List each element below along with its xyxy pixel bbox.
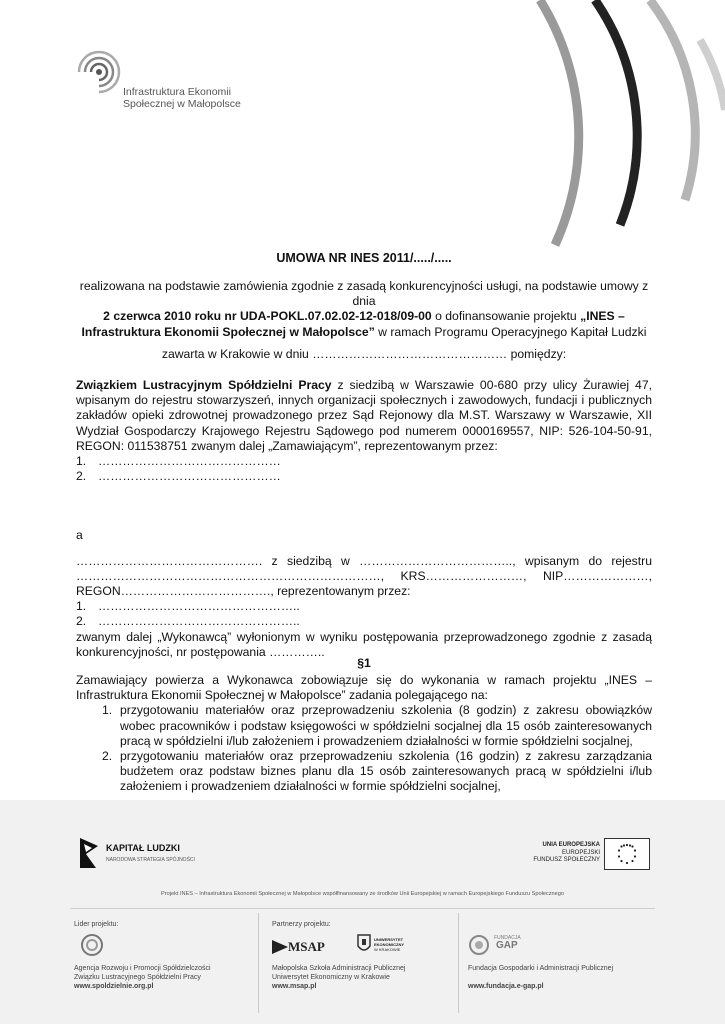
partner-line-1: Małopolska Szkoła Administracji Publicznej (272, 965, 406, 972)
leader-line-1: Agencja Rozwoju i Promocji Spółdzielczości (74, 965, 211, 972)
party1-text: z siedzibą w Warszawie 00-680 przy ulicy Żurawiej 47, wpisanym do rejestru stowarzyszeń, innych organizacji społecznych i zawodowych, fundacji i publicznych zakładów opieki zdrowotnej prowadzonego przez Sąd Rejonowy dla M.ST. Warszawy w Warszawie, XII Wydział Gospodarczy Krajowego Rejestru Sądowego pod numerem 0000169557, NIP: 526-104-50-91, REGON: 011538751 zwanym dalej „Zamawiającym”, reprezentowanym przez: (76, 378, 652, 453)
section-intro: Zamawiający powierza a Wykonawca zobowiązuje się do wykonania w ramach projektu „INES – Infrastruktura Ekonomii Społecznej w Małopolsce” zadania polegającego na: (76, 673, 652, 703)
logo-line-1: Infrastruktura Ekonomii (123, 86, 231, 98)
intro-line-1: realizowana na podstawie zamówienia zgodnie z zasadą konkurencyjności usługi, na podstawie umowy z dnia (79, 279, 649, 309)
header-logo-text (123, 86, 241, 110)
partner-url: www.msap.pl (272, 983, 317, 990)
section-heading: §1 (357, 656, 371, 670)
leader-line-2: Związku Lustracyjnego Spółdzielni Pracy (74, 974, 201, 981)
party2-line-1: ………………………………………. z siedzibą w ……………………………….., wpisanym do rejestru (76, 553, 652, 568)
leader-label: Lider projektu: (74, 921, 119, 928)
decorative-arcs (0, 0, 725, 260)
ines-logo-icon (74, 50, 124, 100)
intro-line-2 (76, 309, 652, 324)
eu-line-1: UNIA EUROPEJSKA (542, 842, 600, 848)
agreement-number: 2 czerwca 2010 roku nr UDA-POKL.07.02.02-12-018/09-00 (103, 309, 432, 324)
task-list (76, 703, 652, 794)
gap-text (468, 964, 613, 991)
gap-line-1: Fundacja Gospodarki i Administracji Publicznej (468, 965, 614, 972)
gap-url: www.fundacja.e-gap.pl (468, 983, 544, 990)
gap-small-text: FUNDACJA (494, 935, 521, 941)
eu-flag-icon (604, 838, 650, 870)
eu-line-2: EUROPEJSKI (561, 849, 600, 856)
intro-line-2-rest: o dofinansowanie projektu (431, 309, 581, 324)
contract-place-date: zawarta w Krakowie w dniu ………………………………………… pomiędzy: (161, 347, 567, 361)
and-conjunction: a (76, 528, 83, 543)
leader-text (74, 964, 211, 991)
list-item: 1. przygotowaniu materiałów oraz przeprowadzeniu szkolenia (8 godzin) z zakresu obowiązków wobec pracowników i podstaw księgowości w spółdzielni socjalnej dla 15 osób zainteresowanych pracą w spółdzielni i/lub założeniem i prowadzeniem działalności w formie spółdzielni socjalnej, (102, 703, 652, 748)
uek-crest-icon (357, 934, 371, 954)
representative-1: 1. ……………………………………… (76, 454, 281, 469)
kapital-ludzki-logo-icon (78, 836, 100, 870)
kl-title: KAPITAŁ LUDZKI (106, 843, 180, 853)
msap-logo-text: MSAP (288, 939, 325, 954)
partners-text (272, 964, 405, 991)
msap-logo-icon (272, 940, 288, 954)
project-name-end: Infrastruktura Ekonomii Społecznej w Małopolsce” (81, 324, 375, 339)
party2-line-3: REGON………………………………., reprezentowanym przez: (76, 584, 411, 599)
partner-line-2: Uniwersytet Ekonomiczny w Krakowie (272, 974, 390, 981)
intro-line-3-rest: w ramach Programu Operacyjnego Kapitał Ludzki (374, 324, 647, 339)
uek-logo-text: UNIWERSYTET EKONOMICZNY W KRAKOWIE (374, 937, 404, 952)
footer (0, 800, 725, 1024)
intro-line-3 (76, 325, 652, 340)
eu-text (480, 842, 600, 865)
party2-line-2: …………………………………………………………………, KRS……………………, NIP…………………, (76, 568, 652, 583)
logo-line-2: Społecznej w Małopolsce (123, 98, 241, 110)
leader-url: www.spoldzielnie.org.pl (74, 983, 154, 990)
representative-2: 2. ……………………………………… (76, 469, 281, 484)
footer-separator (458, 913, 459, 1013)
kl-subtitle: NARODOWA STRATEGIA SPÓJNOŚCI (106, 857, 195, 863)
document-title: UMOWA NR INES 2011/...../..... (276, 251, 452, 265)
section-body (76, 673, 652, 795)
project-cofinancing-line: Projekt INES – Infrastruktura Ekonomii Społecznej w Małopolsce współfinansowany ze środków Unii Europejskiej w ramach Europejskiego Funduszu Społecznego (161, 891, 564, 897)
partners-label: Partnerzy projektu: (272, 921, 331, 928)
representative-3: 1. ………………………………………….. (76, 599, 300, 614)
list-item: 2. przygotowaniu materiałów oraz przeprowadzeniu szkolenia (16 godzin) z zakresu zarządzania budżetem oraz podstaw biznes planu dla 15 osób zainteresowanych pracą w spółdzielni i/lub założeniem i prowadzeniem działalności w formie spółdzielni socjalnej, (102, 749, 652, 794)
intro-paragraph (76, 279, 652, 340)
project-name-start: „INES – (580, 309, 625, 324)
party2-tail: zwanym dalej „Wykonawcą” wyłonionym w wyniku postępowania przeprowadzonego zgodnie z zasadą konkurencyjności, nr postępowania ………….. (76, 629, 652, 659)
footer-divider (70, 908, 655, 909)
gap-logo-icon (468, 934, 494, 956)
eu-line-3: FUNDUSZ SPOŁECZNY (533, 857, 600, 863)
footer-separator (258, 913, 259, 1013)
party1-name: Związkiem Lustracyjnym Spółdzielni Pracy (76, 378, 332, 392)
representative-4: 2. ………………………………………….. (76, 614, 300, 629)
gap-logo-text: GAP (496, 940, 518, 951)
parties-section (76, 378, 652, 660)
arips-logo-icon (78, 932, 106, 958)
party1-paragraph (76, 378, 652, 454)
